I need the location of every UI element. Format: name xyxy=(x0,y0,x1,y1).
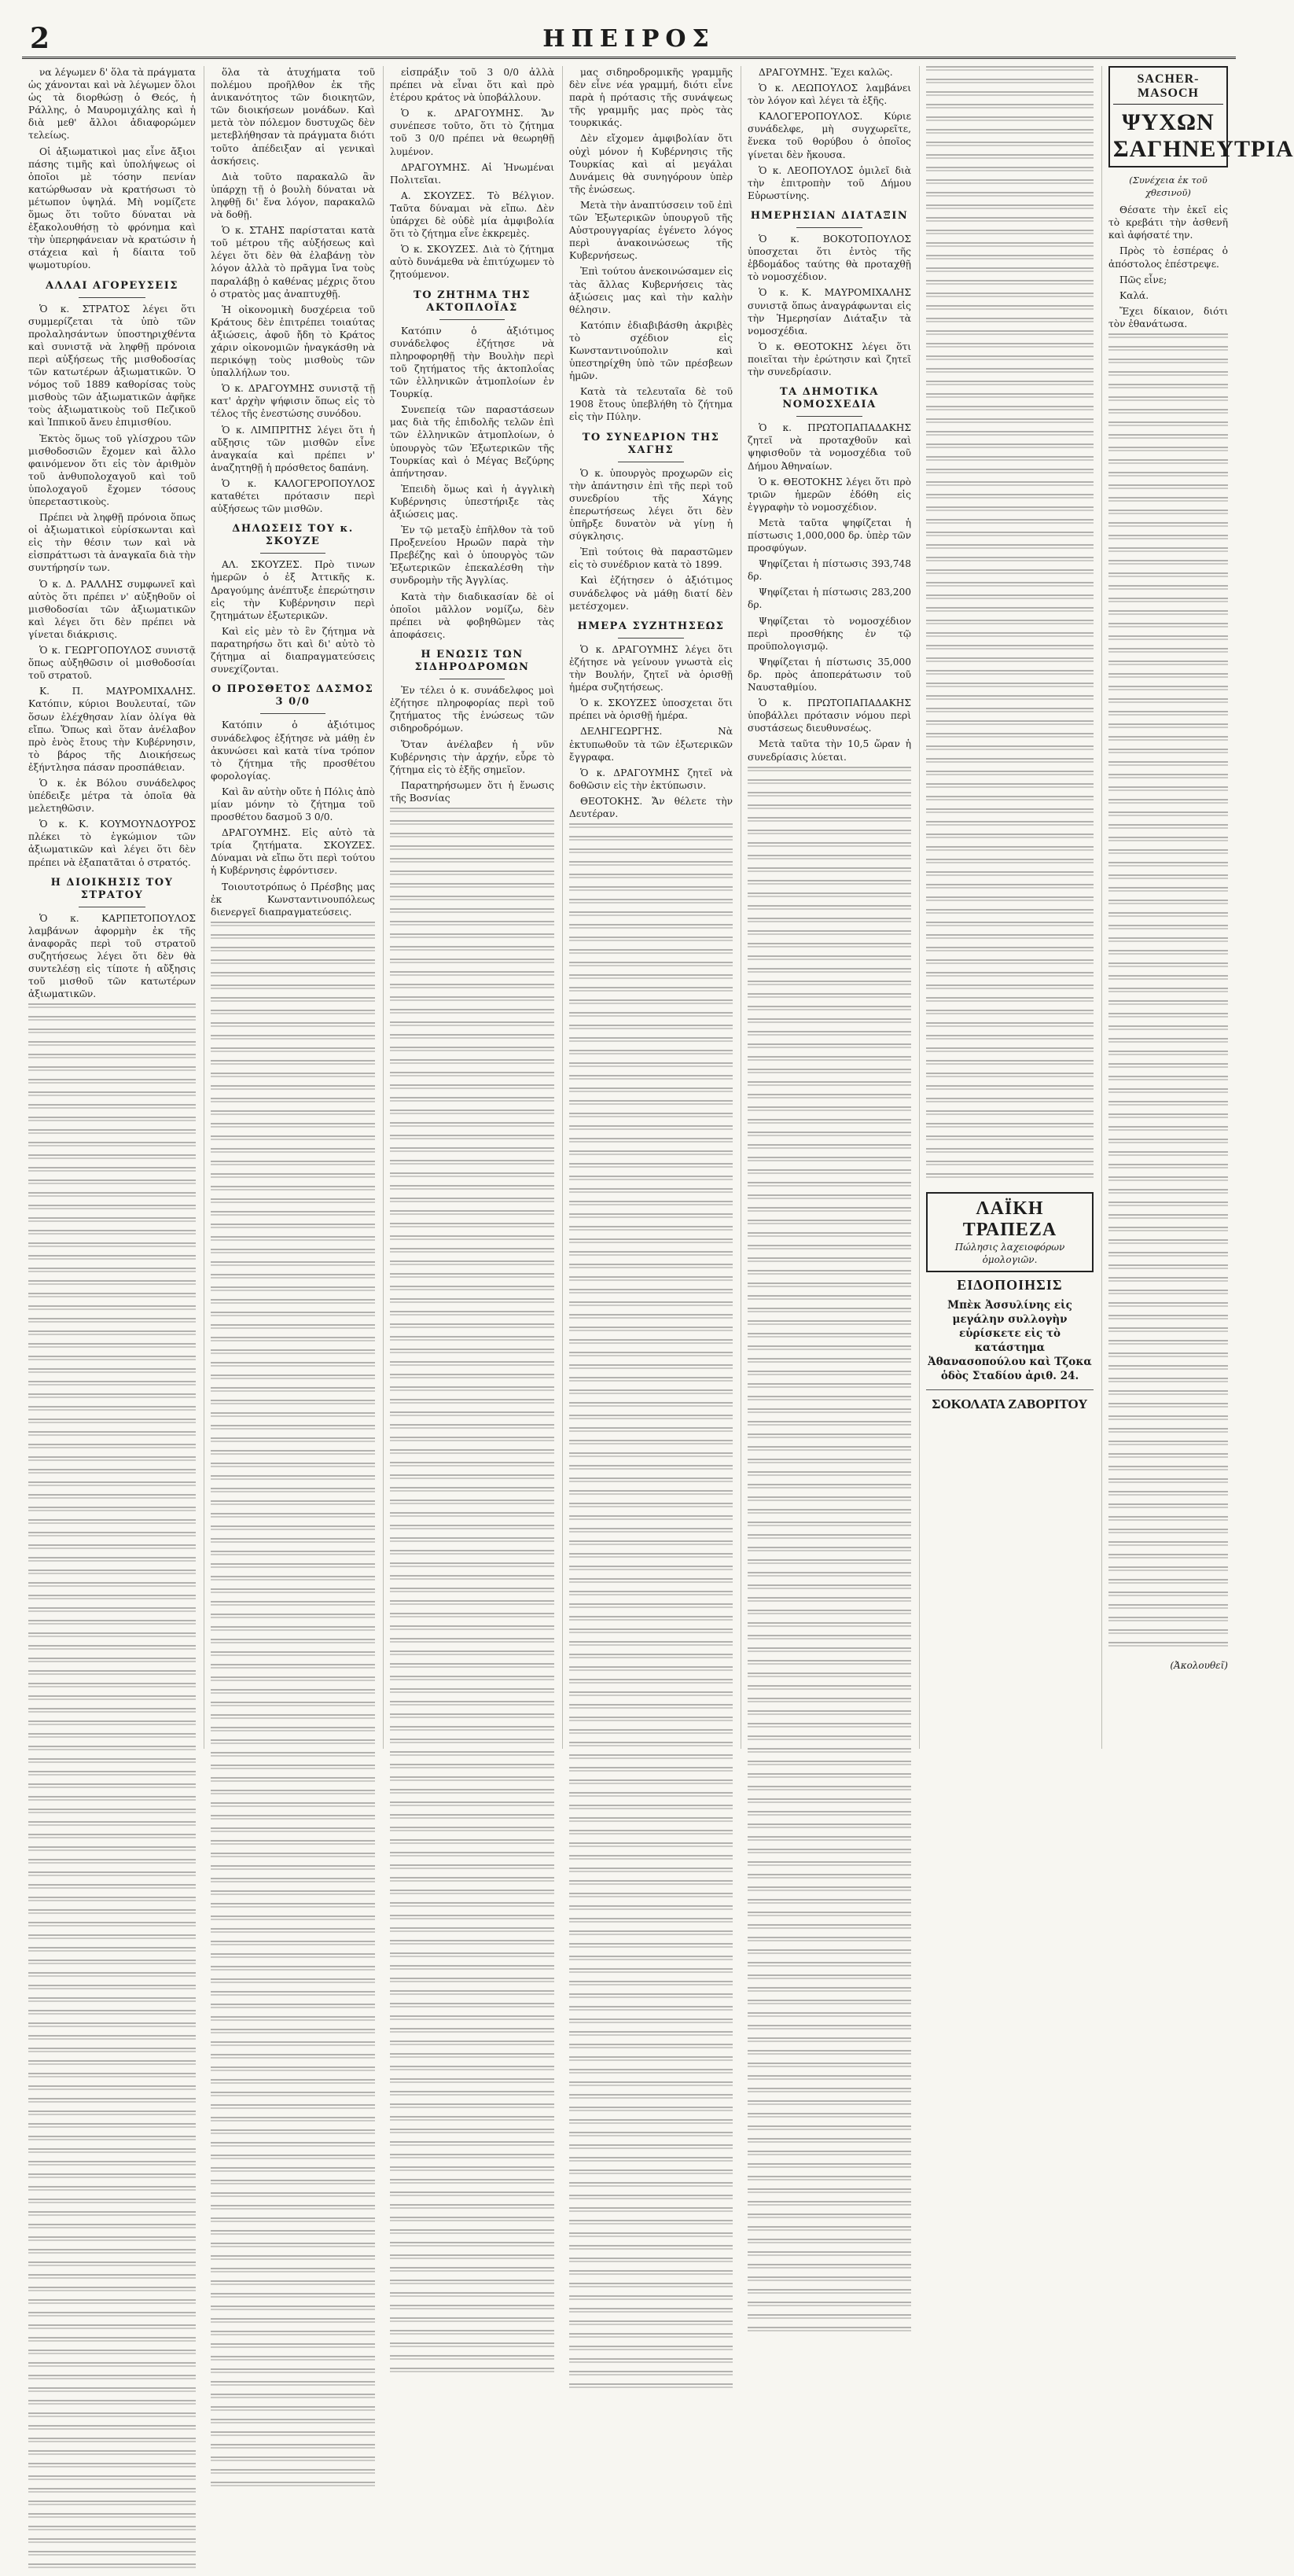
bank-name: ΛΑΪΚΗ ΤΡΑΠΕΖΑ xyxy=(962,1198,1057,1240)
paragraph: ΑΛ. ΣΚΟΥΖΕΣ. Πρὸ τινων ἡμερῶν ὁ ἐξ Ἀττικῆς κ. Δραγούμης ἀνέπτυξε ἐπερώτησιν εἰς τὴν Κυβέρνησιν περὶ ζητημάτων ἐξωτερικῶν. xyxy=(211,559,375,621)
paragraph: Ὁ κ. ΔΡΑΓΟΥΜΗΣ. Ἄν συνέπεσε τοῦτο, ὅτι τὸ ζήτημα τοῦ 3 0/0 πρέπει νὰ θεωρηθῇ λυμένον. xyxy=(390,108,554,157)
masthead xyxy=(22,22,1236,59)
column-7 xyxy=(1102,66,1294,1749)
paragraph: εἰσπράξιν τοῦ 3 0/0 ἀλλὰ πρέπει νὰ εἶναι ὅτι καὶ πρὸ ἑτέρου κράτος νὰ ὑποβάλλουν. xyxy=(390,67,554,104)
columns xyxy=(22,66,1294,1749)
paragraph: Καλά. xyxy=(1119,289,1149,301)
paragraph: μας σιδηροδρομικῆς γραμμῆς δὲν εἶνε νέα γραμμή, διότι εἶνε παρὰ ἡ πρότασις τῆς συνάψεως τῆς γραμμῆς μας πρὸς τὰς τουρκικάς. xyxy=(569,67,733,129)
paragraph: Ὁ κ. ΓΕΩΡΓΟΠΟΥΛΟΣ συνιστᾷ ὅπως αὐξηθῶσιν οἱ μισθοδοσίαι τοῦ στρατοῦ. xyxy=(28,645,196,682)
paragraph: Ὁ κ. ΒΟΚΟΤΟΠΟΥΛΟΣ ὑποσχεται ὅτι ἐντὸς τῆς ἑβδομάδος ταύτης θὰ προταχθῇ τὸ νομοσχέδιον. xyxy=(748,234,911,283)
paragraph: Ὁ κ. ΣΚΟΥΖΕΣ ὑποσχεται ὅτι πρέπει νὰ ὁρισθῇ ἡμέρα. xyxy=(569,697,733,722)
section-title xyxy=(748,210,911,228)
paragraph: Ψηφίζεται τὸ νομοσχέδιον περὶ προσθήκης ἐν τῷ προϋπολογισμῷ. xyxy=(748,615,911,652)
paragraph: Ἐπειδὴ ὅμως καὶ ἡ ἀγγλικὴ Κυβέρνησις ὑπεστήριξε τὰς ἀξιώσεις μας. xyxy=(390,483,554,520)
paragraph: Ὁ κ. Κ. ΜΑΥΡΟΜΙΧΑΛΗΣ συνιστᾷ ὅπως ἀναγράφωνται εἰς τὴν Ἡμερησίαν Διάταξιν τὰ νομοσχέδια. xyxy=(748,287,911,337)
paragraph: Ψηφίζεται ἡ πίστωσις 283,200 δρ. xyxy=(748,587,911,611)
paragraph: Οἱ ἀξιωματικοὶ μας εἶνε ἄξιοι πάσης τιμῆς καὶ ὑπολήψεως οἱ ὁποῖοι μὲ τόσην πενίαν κατώρθωσαν νὰ κρατήσωσι τὸ μέτωπον ὑψηλά. Μὴ νομίζετε ὅμως ὅτι τοῦτο δύναται νὰ ἐξακολουθήσῃ τὸ φρόνημα καὶ τὴν ὑπερηφάνειαν νὰ κρατώσιν ἡ στάχεια καὶ ἡ δίαιτα τοῦ ψωμοτυρίου. xyxy=(28,145,196,271)
text-filler xyxy=(28,1003,196,2576)
column-1 xyxy=(22,66,204,1749)
chocolate-advertisement: ΣΟΚΟΛΑΤΑ ΖΑΒΟΡΙΤΟΥ xyxy=(932,1397,1088,1412)
paragraph: Ὁ κ. ΛΙΜΠΡΙΤΗΣ λέγει ὅτι ἡ αὔξησις τῶν μισθῶν εἶνε ἀναγκαία καὶ πρέπει ν' ἀναζητηθῇ ἡ πρόσθετος δαπάνη. xyxy=(211,424,375,473)
paragraph: Ὁ κ. ὑπουργὸς προχωρῶν εἰς τὴν ἀπάντησιν ἐπὶ τῆς περὶ τοῦ συνεδρίου τῆς Χάγης ἐπερωτήσεως λέγει ὅτι δὲν ὑπῆρξε δυνατὸν νὰ γίνῃ ἡ σύγκλησις. xyxy=(569,467,733,543)
text-filler xyxy=(211,922,375,2494)
column-2 xyxy=(204,66,384,1749)
paragraph: Δὲν εἴχομεν ἀμφιβολίαν ὅτι οὐχὶ μόνον ἡ Κυβέρνησις τῆς Τουρκίας καὶ αἱ μεγάλαι Δυνάμεις θὰ συνηγόρουν ὑπὲρ τῆς ἑνώσεως. xyxy=(569,133,733,195)
notice-title: ΕΙΔΟΠΟΙΗΣΙΣ xyxy=(957,1277,1063,1294)
paragraph: Κατὰ τὰ τελευταῖα δὲ τοῦ 1908 ἔτους ὑπεβλήθη τὸ ζήτημα εἰς τὴν Πύλην. xyxy=(569,386,733,423)
paragraph: Ὁ κ. ΛΕΟΠΟΥΛΟΣ ὁμιλεῖ διὰ τὴν ἐπιτροπὴν τοῦ Δήμου Εὐρωστίνης. xyxy=(748,164,911,201)
paragraph: ὅλα τὰ ἀτυχήματα τοῦ πολέμου προῆλθον ἐκ τῆς ἀνικανότητος τῶν διοικητῶν, τῶν διοικήσεων μονάδων. Καὶ μετὰ τὸν πόλεμον δυστυχῶς δὲν μετεβλήθησαν τὰ πράγματα διότι τοῦτο ἀπέδειξαν αἱ γενικαὶ ἀσκήσεις. xyxy=(211,67,375,167)
paragraph: ΘΕΟΤΟΚΗΣ. Ἄν θέλετε τὴν Δευτέραν. xyxy=(569,795,733,819)
bank-advertisement xyxy=(926,1192,1094,1272)
column-6 xyxy=(920,66,1102,1749)
section-title xyxy=(28,877,196,907)
paragraph: Μετὰ ταῦτα ψηφίζεται ἡ πίστωσις 1,000,000 δρ. ὑπὲρ τῶν προσφύγων. xyxy=(748,517,911,554)
paragraph: Ἐν τέλει ὁ κ. συνάδελφος μοὶ ἐζήτησε πληροφορίας περὶ τοῦ ζητήματος τῆς ἑνώσεως τῶν σιδηροδρόμων. xyxy=(390,685,554,734)
paragraph: Ψηφίζεται ἡ πίστωσις 393,748 δρ. xyxy=(748,558,911,583)
paragraph: Πρὸς τὸ ἑσπέρας ὁ ἀπόστολος ἐπέστρεψε. xyxy=(1108,245,1228,270)
section-title xyxy=(28,280,196,298)
paragraph: Πῶς εἶνε; xyxy=(1119,274,1167,285)
section-title xyxy=(390,289,554,320)
paper-name: ΗΠΕΙΡΟΣ xyxy=(542,25,715,53)
paragraph: Ἐπὶ τούτου ἀνεκοινώσαμεν εἰς τὰς ἄλλας Κυβερνήσεις τὰς ἀξιώσεις μας καὶ τὴν καλὴν θέλησιν. xyxy=(569,266,733,315)
text-filler xyxy=(1108,333,1228,1654)
advertisement-text: Μπὲκ Ἀσσυλίνης εἰς μεγάλην συλλογὴν εὑρίσκετε εἰς τὸ κατάστημα Ἀθανασοπούλου καὶ Τζοκα ὁδὸς Σταδίου ἀριθ. 24. xyxy=(928,1299,1092,1383)
paragraph: Α. ΣΚΟΥΖΕΣ. Τὸ Βέλγιον. Ταῦτα δύναμαι νὰ εἴπω. Δὲν ὑπάρχει δὲ οὐδὲ μία ἀμφιβολία ὅτι τὸ ζήτημα εἶνε ἐκκρεμὲς. xyxy=(390,190,554,240)
paragraph: Κατόπιν ὁ ἀξιότιμος συνάδελφος ἐξήτησε νὰ μάθῃ ἐν ἀκυνώσει καὶ κατὰ τίνα τρόπον τὸ ζήτημα τῆς προσθέτου φορολογίας. xyxy=(211,719,375,782)
paragraph: Ἐν τῷ μεταξὺ ἐπῆλθον τὰ τοῦ Προξενείου Ηρωῶν παρὰ τὴν Πρεβέζης καὶ ὁ ὑπουργὸς τῶν Ἐξωτερικῶν ἐπεκαλέσθη τὴν συνδρομὴν τῆς Ἀγγλίας. xyxy=(390,524,554,587)
section-title-text: ΤΟ ΣΥΝΕΔΡΙΟΝ ΤΗΣ ΧΑΓΗΣ xyxy=(582,431,720,456)
paragraph: Ἔχει δίκαιον, διότι τὸν ἐθανάτωσα. xyxy=(1108,305,1228,329)
paragraph: ΔΡΑΓΟΥΜΗΣ. Ἔχει καλῶς. xyxy=(759,67,893,78)
paragraph: Ὁ κ. ΘΕΟΤΟΚΗΣ λέγει ὅτι πρὸ τριῶν ἡμερῶν ἐδόθη εἰς ἐγγραφὴν τὸ νομοσχέδιον. xyxy=(748,476,911,513)
section-title-text: Η ΔΙΟΙΚΗΣΙΣ ΤΟΥ ΣΤΡΑΤΟΥ xyxy=(50,876,174,901)
paragraph: Κατόπιν ὁ ἀξιότιμος συνάδελφος ἐζήτησε νὰ πληροφορηθῇ τὴν Βουλὴν περὶ τοῦ ζητήματος τῆς ἀκτοπλοΐας τῶν ἑλληνικῶν ἀτμοπλοίων ἐν Τουρκίᾳ. xyxy=(390,325,554,400)
section-title-text: ΤΟ ΖΗΤΗΜΑ ΤΗΣ ΑΚΤΟΠΛΟΪΑΣ xyxy=(414,289,531,314)
section-title-text: Ο ΠΡΟΣΘΕΤΟΣ ΔΑΣΜΟΣ 3 0/0 xyxy=(211,683,374,708)
paragraph: Ὁ κ. Κ. ΚΟΥΜΟΥΝΔΟΥΡΟΣ πλέκει τὸ ἐγκώμιον τῶν ἀξιωματικῶν καὶ λέγει ὅτι δὲν πρέπει νὰ ἐξαπατᾶται ὁ στρατός. xyxy=(28,819,196,868)
column-4 xyxy=(563,66,741,1749)
paragraph: Ὁ κ. ἐκ Βόλου συνάδελφος ὑπέδειξε μέτρα τὰ ὁποῖα θὰ μελετηθῶσιν. xyxy=(28,777,196,815)
paragraph: ΔΡΑΓΟΥΜΗΣ. Αἱ Ἠνωμέναι Πολιτεῖαι. xyxy=(390,161,554,186)
paragraph: Ὁ κ. ΣΚΟΥΖΕΣ. Διὰ τὸ ζήτημα αὐτὸ δυνάμεθα νὰ ἐπιτύχωμεν τὸ ζητούμενον. xyxy=(390,244,554,281)
page-number: 2 xyxy=(30,22,50,55)
paragraph: Συνεπείᾳ τῶν παραστάσεων μας διὰ τῆς ἐπιδολῆς τελῶν ἐπὶ τῶν ἑλληνικῶν ἀτμοπλοίων, ὁ ὑπουργὸς τῶν Ἐξωτερικῶν τῆς Τουρκίας καὶ ὁ Μέγας Βεζύρης ἀπήντησαν. xyxy=(390,404,554,479)
section-title-text: ΗΜΕΡΑ ΣΥΖΗΤΗΣΕΩΣ xyxy=(577,620,725,632)
text-filler xyxy=(390,808,554,2380)
paragraph: Ψηφίζεται ἡ πίστωσις 35,000 δρ. πρὸς ἀποπεράτωσιν τοῦ Ναυσταθμίου. xyxy=(748,656,911,694)
section-title-text: ΔΗΛΩΣΕΙΣ ΤΟΥ κ. ΣΚΟΥΖΕ xyxy=(232,523,354,548)
bank-subtitle: Πώλησις λαχειοφόρων ὁμολογιῶν. xyxy=(954,1242,1065,1266)
paragraph: Ὁ κ. Δ. ΡΑΛΛΗΣ συμφωνεῖ καὶ αὐτὸς ὅτι πρέπει ν' αὐξηθοῦν οἱ μισθοδοσίαι τῶν ἀξιωματικῶν καὶ λέγει ὅτι δὲν πρέπει νὰ γίνεται διάκρισις. xyxy=(28,578,196,640)
paragraph: Ὁ κ. ΛΕΩΠΟΥΛΟΣ λαμβάνει τὸν λόγον καὶ λέγει τὰ ἑξῆς. xyxy=(748,83,911,107)
paragraph: Ὁ κ. ΔΡΑΓΟΥΜΗΣ συνιστᾷ τῇ κατ' ἀρχὴν ψήφισιν ὅπως εἰς τὸ τέλος τῆς ἐνεστώσης συνόδου. xyxy=(211,383,375,420)
section-title xyxy=(748,386,911,417)
paragraph: ΔΡΑΓΟΥΜΗΣ. Εἰς αὐτὸ τὰ τρία ζητήματα. ΣΚΟΥΖΕΣ. Δύναμαι νὰ εἴπω ὅτι περὶ τούτου ἡ Κυβέρνησις ἐφρόντισεν. xyxy=(211,827,375,877)
paragraph: Κ. Π. ΜΑΥΡΟΜΙΧΑΛΗΣ. Κατόπιν, κύριοι Βουλευταί, τῶν ὅσων ἐλέχθησαν λίαν ὀλίγα θὰ εἴπω. Ὅπως καὶ ὅταν ἀνέλαβον πρὸ ἑνὸς ἔτους τὴν Κυβέρνησιν, τὸ βάρος τῆς Διοικήσεως ἐξήντλησα πάσαν προσπάθειαν. xyxy=(28,686,196,773)
paragraph: Ἐπὶ τούτοις θὰ παραστῶμεν εἰς τὸ συνέδριον κατὰ τὸ 1899. xyxy=(569,546,733,571)
paragraph: Ἡ οἰκονομικὴ δυσχέρεια τοῦ Κράτους δὲν ἐπιτρέπει τοιαύτας ἀξιώσεις, ἀφοῦ ἤδη τὸ Κράτος χάριν οἰκονομιῶν ἠναγκάσθη νὰ περικόψῃ τοὺς μισθοὺς τῶν ὑπαλλήλων του. xyxy=(211,304,375,379)
paragraph: Ὁ κ. ΠΡΩΤΟΠΑΠΑΔΑΚΗΣ ζητεῖ νὰ προταχθοῦν καὶ ψηφισθοῦν τὰ νομοσχέδια τοῦ Δήμου Ἀθηναίων. xyxy=(748,422,911,472)
paragraph: Ὁ κ. ΔΡΑΓΟΥΜΗΣ λέγει ὅτι ἐζήτησε νὰ γείνουν γνωστὰ εἰς τὴν Βουλήν, ζητεῖ νὰ ὁρισθῇ ἡμέρα συζητήσεως. xyxy=(569,643,733,694)
section-title xyxy=(569,620,733,638)
divider xyxy=(926,1389,1094,1390)
serial-author: SACHER-MASOCH xyxy=(1113,72,1223,105)
section-title-text: ΗΜΕΡΗΣΙΑΝ ΔΙΑΤΑΞΙΝ xyxy=(750,209,909,222)
paragraph: Ὁ κ. ΣΤΑΗΣ παρίσταται κατὰ τοῦ μέτρου τῆς αὐξήσεως καὶ λέγει ὅτι δὲν θὰ ἐλαβάνῃ τὸν λόγον ἀλλὰ τὸ πρᾶγμα ἴνα τοὺς παραλάβῃ ὁ καθένας μέχρις ὅτου ὁ στρατὸς μας ἀναπτυχθῇ. xyxy=(211,225,375,300)
text-filler xyxy=(926,66,1094,1183)
text-filler xyxy=(748,767,911,2339)
paragraph: Διὰ τοῦτο παρακαλῶ ἂν ὑπάρχῃ τῇ ὁ βουλὴ δύναται νὰ ληφθῇ δι' ἕνα λόγον, παρακαλῶ νὰ δοθῇ. xyxy=(211,171,375,221)
to-be-continued: (Ἀκολουθεῖ) xyxy=(1170,1660,1228,1672)
paragraph: Θέσατε τὴν ἐκεῖ εἰς τὸ κρεβάτι τὴν ἀσθενῆ καὶ ἀφήσατέ την. xyxy=(1108,204,1228,241)
paragraph: Τοιουτοτρόπως ὁ Πρέσβης μας ἐκ Κωνσταντινουπόλεως διενεργεῖ διαπραγματεύσεις. xyxy=(211,881,375,918)
paragraph: Καὶ ἐζήτησεν ὁ ἀξιότιμος συνάδελφος νὰ μάθῃ διατί δὲν μετέσχομεν. xyxy=(569,575,733,612)
serial-note: (Συνέχεια ἐκ τοῦ χθεσινοῦ) xyxy=(1129,175,1208,199)
paragraph: Ὁ κ. ΔΡΑΓΟΥΜΗΣ ζητεῖ νὰ δοθῶσιν εἰς τὴν ἐκτύπωσιν. xyxy=(569,767,733,791)
section-title xyxy=(390,649,554,679)
paragraph: Ὁ κ. ΚΑΛΟΓΕΡΟΠΟΥΛΟΣ καταθέτει πρότασιν περὶ αὐξήσεως τῶν μισθῶν. xyxy=(211,477,375,515)
paragraph: Ὁ κ. ΚΑΡΠΕΤΟΠΟΥΛΟΣ λαμβάνων ἀφορμὴν ἐκ τῆς ἀναφορᾶς περὶ τοῦ στρατοῦ συζητήσεως λέγει ὅτι δὲν θὰ συντελέσῃ εἰς τίποτε ἡ αὔξησις τοῦ μισθοῦ τῶν κατωτέρων ἀξιωματικῶν. xyxy=(28,912,196,1000)
section-title-text: ΑΛΛΑΙ ΑΓΟΡΕΥΣΕΙΣ xyxy=(46,279,178,292)
paragraph: ΚΑΛΟΓΕΡΟΠΟΥΛΟΣ. Κύριε συνάδελφε, μὴ συγχωρεῖτε, ἕνεκα τοῦ θορύβου ὁ ὁποῖος γίνεται δὲν ἤκουσα. xyxy=(748,111,911,160)
paragraph: Ὅταν ἀνέλαβεν ἡ νῦν Κυβέρνησις τὴν ἀρχήν, εὗρε τὸ ζήτημα εἰς τὸ ἑξῆς σημεῖον. xyxy=(390,738,554,775)
paragraph: Μετὰ ταῦτα τὴν 10,5 ὥραν ἡ συνεδρίασις λύεται. xyxy=(748,738,911,763)
paragraph: Κατὰ τὴν διαδικασίαν δὲ οἱ ὁποῖοι μᾶλλον νομίζω, δὲν πρέπει νὰ φοβηθῶμεν τὰς ἀποφάσεις. xyxy=(390,591,554,640)
section-title xyxy=(211,523,375,554)
paragraph: Ὁ κ. ΘΕΟΤΟΚΗΣ λέγει ὅτι ποιεῖται τὴν ἐρώτησιν καὶ ζητεῖ τὴν συνεδρίασιν. xyxy=(748,340,911,377)
paragraph: ΔΕΛΗΓΕΩΡΓΗΣ. Νὰ ἐκτυπωθοῦν τὰ τῶν ἐξωτερικῶν ἔγγραφα. xyxy=(569,726,733,763)
paragraph: Ὁ κ. ΣΤΡΑΤΟΣ λέγει ὅτι συμμερίζεται τὰ ὑπὸ τῶν προλαλησάντων ὑποστηριχθέντα καὶ συνιστᾷ νὰ ληφθῇ πρόνοια περὶ αὐξήσεως τῆς μισθοδοσίας τῶν κατωτέρων ἀξιωματικῶν. Ὁ νόμος τοῦ 1889 καθορίσας τοὺς μισθοὺς τῶν ἀξιωματικῶν ἀφῆκε τοὺς ἀξιωματικοὺς τοῦ Πεζικοῦ καὶ Ἱππικοῦ ἄνευ ἐπιμισθίου. xyxy=(28,303,196,429)
section-title-text: Η ΕΝΩΣΙΣ ΤΩΝ ΣΙΔΗΡΟΔΡΟΜΩΝ xyxy=(414,648,530,674)
paragraph: Πρέπει νὰ ληφθῇ πρόνοια ὅπως οἱ ἀξιωματικοὶ εὑρίσκωνται καὶ εἰς τὴν θέσιν των καὶ νὰ εἰσπράττωσι τὰ ἀναγκαῖα διὰ τὴν συντήρησίν των. xyxy=(28,512,196,574)
section-title xyxy=(211,683,375,714)
paragraph: Ὁ κ. ΠΡΩΤΟΠΑΠΑΔΑΚΗΣ ὑποβάλλει πρότασιν νόμου περὶ συστάσεως διευθυνσέως. xyxy=(748,697,911,734)
paragraph: Παρατηρήσωμεν ὅτι ἡ ἕνωσις τῆς Βοσνίας xyxy=(390,779,554,804)
paragraph: να λέγωμεν δ' ὅλα τὰ πράγματα ὡς χάνονται καὶ νὰ λέγωμεν ὅλοι ὡς τὰ διορθώσῃ ὁ Θεός, ἡ Ράλλης, ὁ Μαυρομιχάλης καὶ ἡ διὰ μεθ' ἄλλοι ἀδιαφορώμεν τελείως. xyxy=(28,67,196,142)
paragraph: Μετὰ τὴν ἀναπτύσσειν τοῦ ἐπὶ τῶν Ἐξωτερικῶν ὑπουργοῦ τῆς Αὐστρουγγαρίας ἐγένετο λόγος περὶ ἀνακοινώσεως τῆς Κυβερνήσεως. xyxy=(569,199,733,262)
text-filler xyxy=(569,823,733,2396)
section-title xyxy=(569,432,733,462)
serial-header xyxy=(1108,66,1294,167)
paragraph: Ἐκτὸς ὅμως τοῦ γλίσχρου τῶν μισθοδοσιῶν ἔχομεν καὶ ἄλλο φαινόμενον ὅτι εἰς τὸν ἀριθμὸν τοῦ ἀνθυπολοχαγοῦ καὶ τοῦ ὑπολοχαγοῦ ἔχομεν τόσους ὑπερεταστικοὺς. xyxy=(28,432,196,507)
section-title-text: ΤΑ ΔΗΜΟΤΙΚΑ ΝΟΜΟΣΧΕΔΙΑ xyxy=(779,386,879,411)
paragraph: Κατόπιν ἐδιαβιβάσθη ἀκριβὲς τὸ σχέδιον εἰς Κωνσταντινούπολιν καὶ ὑπεστηρίχθη ὑπὸ τῶν πρέσβεων ἡμῶν. xyxy=(569,319,733,382)
paragraph: Καὶ ἂν αὐτὴν οὔτε ἡ Πόλις ἀπὸ μίαν μόνην τὸ ζήτημα τοῦ προσθέτου δασμοῦ 3 0/0. xyxy=(211,786,375,823)
column-3 xyxy=(384,66,563,1749)
column-5 xyxy=(741,66,920,1749)
serial-title: ΨΥΧΩΝ ΣΑΓΗΝΕΥΤΡΙΑ xyxy=(1113,109,1294,162)
paragraph: Καὶ εἰς μὲν τὸ ἓν ζήτημα νὰ παρατηρήσω ὅτι καὶ δι' αὐτὸ τὸ ζήτημα αἱ διαπραγματεύσεις συνεχίζονται. xyxy=(211,625,375,675)
